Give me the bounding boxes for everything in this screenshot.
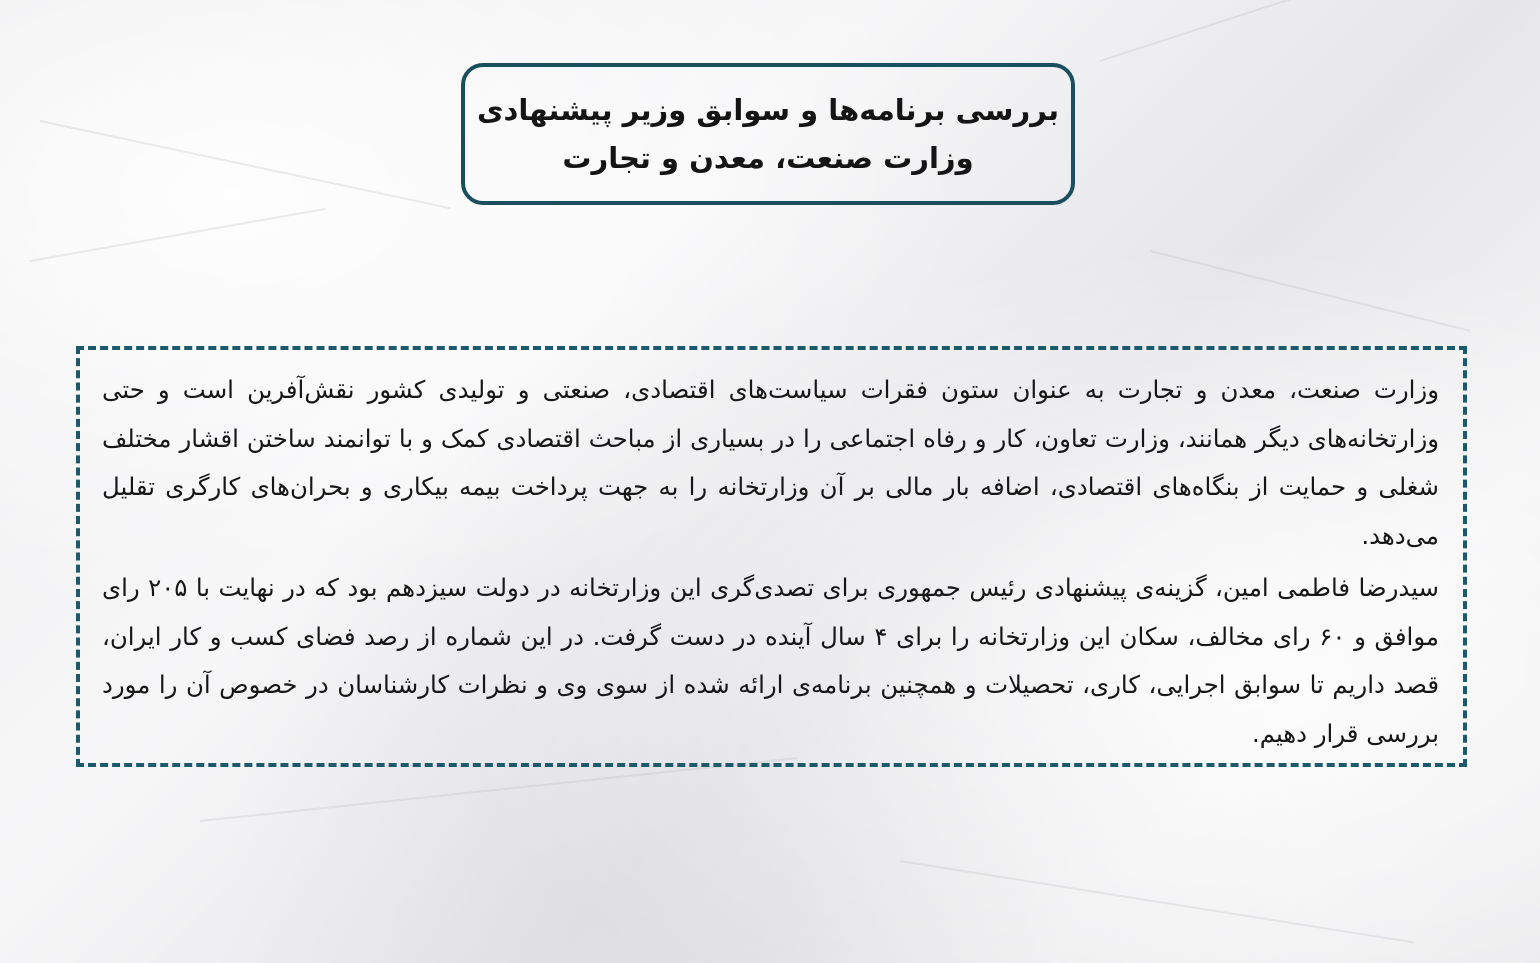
- body-paragraph-1: وزارت صنعت، معدن و تجارت به عنوان ستون فقرات سیاست‌های اقتصادی، صنعتی و تولیدی کشور نقش‌آفرین است و حتی وزارتخانه‌های دیگر همانند، وزارت تعاون، کار و رفاه اجتماعی را در بسیاری از مباحث اقتصادی کمک و با توانمند ساختن اقشار مختلف شغلی و حمایت از بنگاه‌های اقتصادی، اضافه بار مالی بر آن وزارتخانه را به جهت پرداخت بیمه بیکاری و بحران‌های کارگری تقلیل می‌دهد.: [102, 375, 1439, 550]
- paper-crease: [900, 860, 1414, 943]
- paper-crease: [1150, 250, 1471, 332]
- page-title-line-2: وزارت صنعت، معدن و تجارت: [562, 141, 974, 175]
- title-box: [461, 63, 1075, 205]
- paper-crease: [30, 208, 326, 262]
- body-paragraph-2: سیدرضا فاطمی امین، گزینه‌ی پیشنهادی رئیس جمهوری برای تصدی‌گری این وزارتخانه در دولت سیزدهم بود که در نهایت با ۲۰۵ رای موافق و ۶۰ رای مخالف، سکان این وزارتخانه را برای ۴ سال آینده در دست گرفت. در این شماره از رصد فضای کسب و کار ایران، قصد داریم تا سوابق اجرایی، کاری، تحصیلات و همچنین برنامه‌ی ارائه شده از سوی وی و نظرات کارشناسان در خصوص آن را مورد بررسی قرار دهیم.: [102, 573, 1439, 748]
- content-box: [76, 346, 1467, 767]
- paper-crease: [1100, 0, 1462, 62]
- paper-crease: [40, 120, 451, 209]
- page-title-line-1: بررسی برنامه‌ها و سوابق وزیر پیشنهادی: [476, 93, 1060, 127]
